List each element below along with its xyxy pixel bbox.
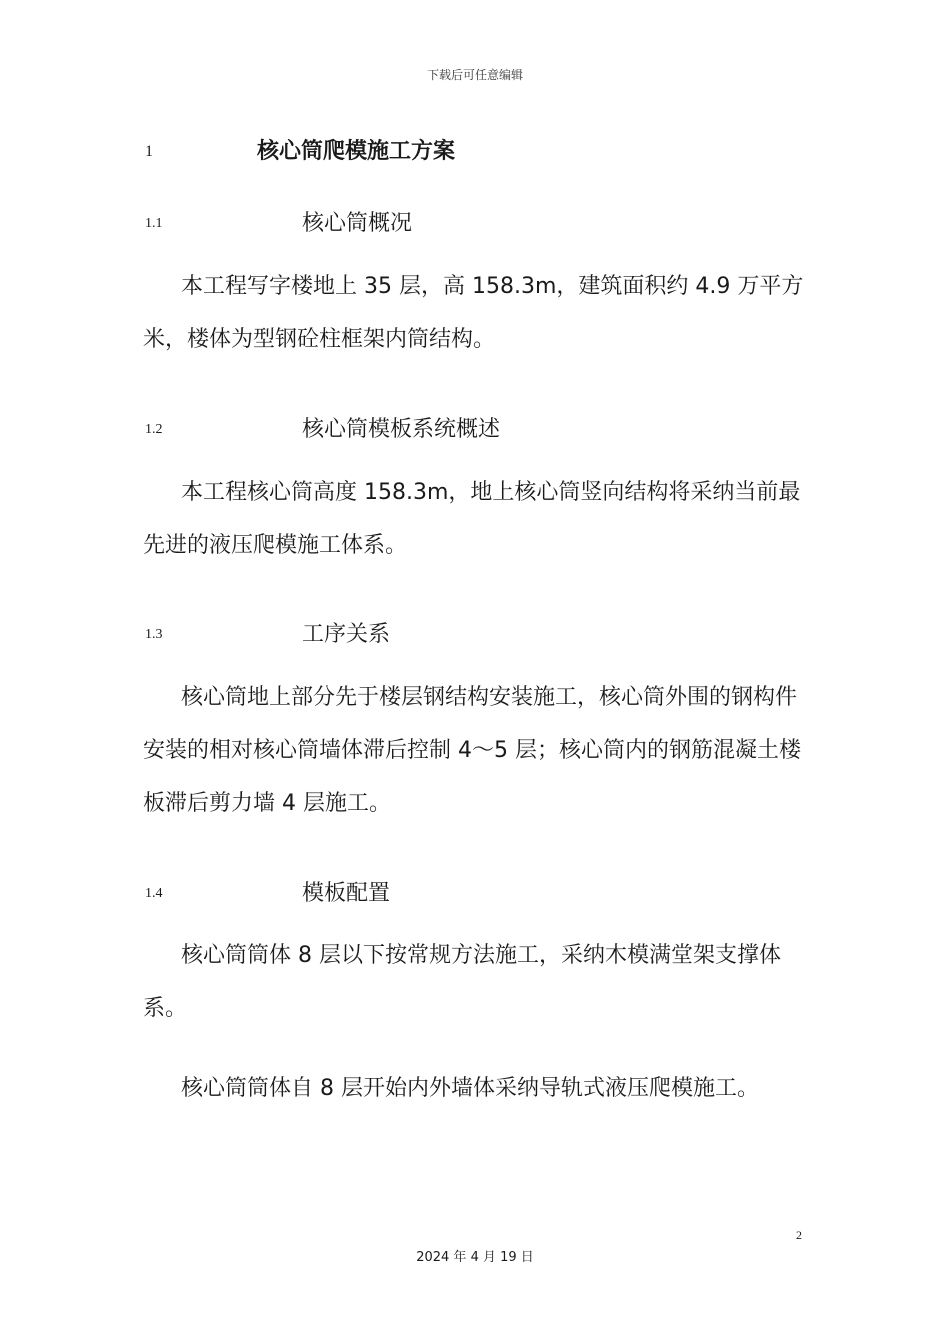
subsection-number: 1.2 bbox=[145, 422, 163, 437]
subsection-number: 1.1 bbox=[145, 216, 163, 231]
subsection-title: 核心筒概况 bbox=[302, 211, 413, 236]
subsection-title: 工序关系 bbox=[302, 622, 391, 647]
paragraph: 本工程写字楼地上 35 层，高 158.3m，建筑面积约 4.9 万平方米，楼体为型钢砼柱框架内筒结构。 bbox=[143, 274, 804, 352]
paragraph: 本工程核心筒高度 158.3m，地上核心筒竖向结构将采纳当前最先进的液压爬模施工体系。 bbox=[143, 480, 801, 558]
page-footer-date: 2024 年 4 月 19 日 bbox=[416, 1250, 534, 1265]
paragraph: 核心筒地上部分先于楼层钢结构安装施工，核心筒外围的钢构件安装的相对核心筒墙体滞后控制 4～5 层；核心筒内的钢筋混凝土楼板滞后剪力墙 4 层施工。 bbox=[143, 685, 801, 816]
section-title: 核心筒爬模施工方案 bbox=[257, 139, 456, 164]
subsection-title: 模板配置 bbox=[302, 881, 391, 906]
subsection-number: 1.4 bbox=[145, 886, 163, 901]
subsection-number: 1.3 bbox=[145, 627, 163, 642]
paragraph: 核心筒筒体自 8 层开始内外墙体采纳导轨式液压爬模施工。 bbox=[181, 1076, 759, 1101]
paragraph: 核心筒筒体 8 层以下按常规方法施工，采纳木模满堂架支撑体系。 bbox=[143, 943, 781, 1021]
subsection-title: 核心筒模板系统概述 bbox=[302, 417, 501, 442]
page-number: 2 bbox=[796, 1228, 802, 1242]
section-number: 1 bbox=[145, 143, 153, 160]
page-header-note: 下载后可任意编辑 bbox=[426, 68, 523, 82]
